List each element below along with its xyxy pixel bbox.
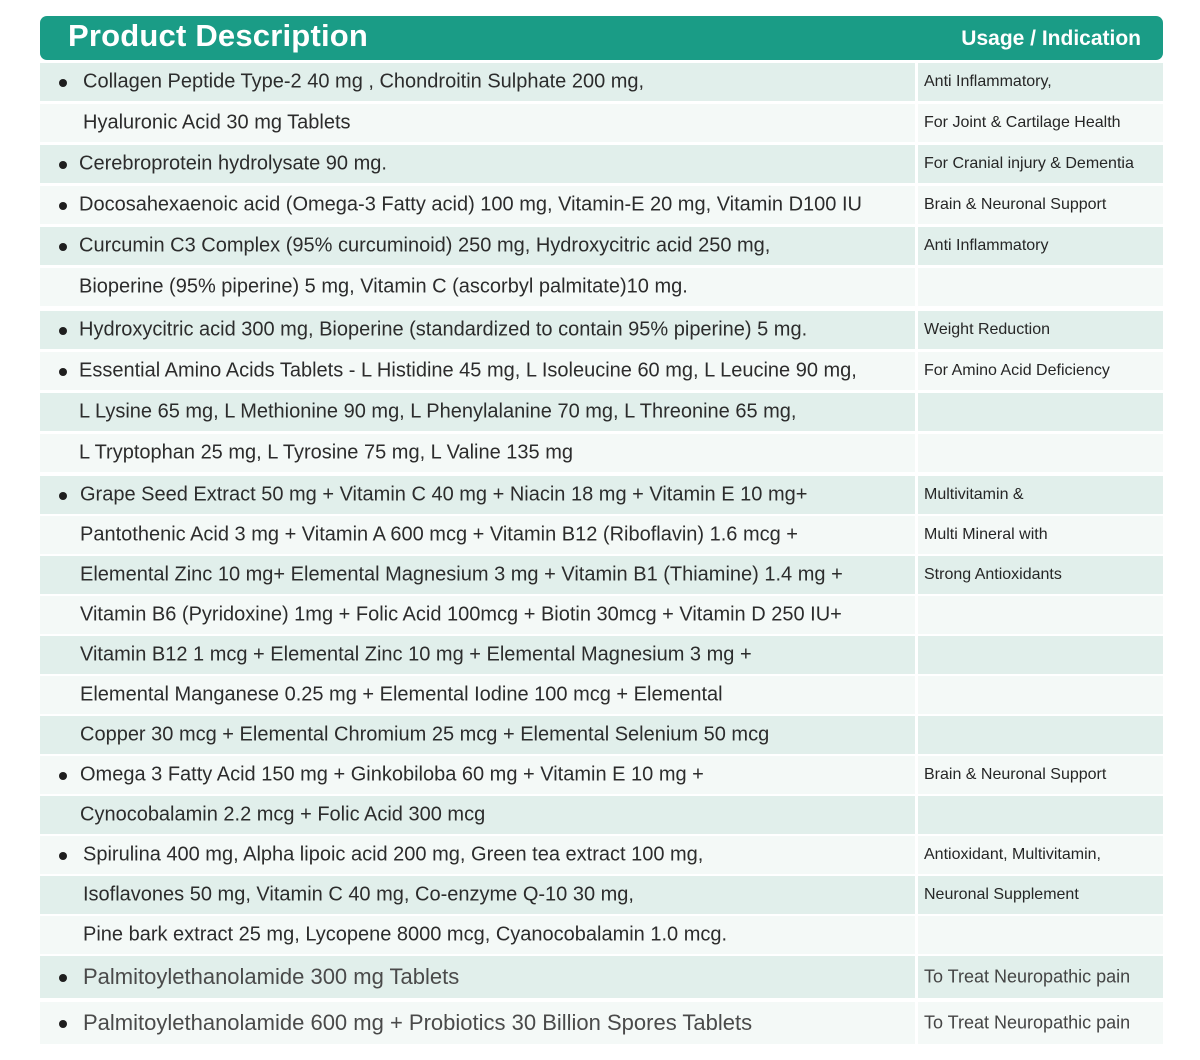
usage-indication: Multi Mineral with: [924, 526, 1048, 543]
product-table: [40, 16, 1163, 1035]
description-cell: [40, 556, 915, 594]
table-row: [40, 516, 1163, 554]
description-cell: [40, 716, 915, 754]
description-cell: [40, 796, 915, 834]
description-cell: [40, 756, 915, 794]
usage-cell: [918, 636, 1163, 674]
usage-cell: [918, 63, 1163, 101]
usage-cell: [918, 476, 1163, 514]
product-description: L Tryptophan 25 mg, L Tyrosine 75 mg, L Valine 135 mg: [79, 441, 573, 464]
product-description: Cerebroprotein hydrolysate 90 mg.: [79, 152, 387, 175]
bullet-icon: [59, 772, 67, 780]
product-description: L Lysine 65 mg, L Methionine 90 mg, L Phenylalanine 70 mg, L Threonine 65 mg,: [79, 400, 797, 423]
product-description: Vitamin B12 1 mcg + Elemental Zinc 10 mg + Elemental Magnesium 3 mg +: [80, 643, 752, 666]
product-description: Collagen Peptide Type-2 40 mg , Chondroitin Sulphate 200 mg,: [83, 70, 645, 93]
product-description: Vitamin B6 (Pyridoxine) 1mg + Folic Acid 100mcg + Biotin 30mcg + Vitamin D 250 IU+: [80, 603, 842, 626]
table-row: [40, 476, 1163, 514]
table-row: [40, 876, 1163, 914]
description-cell: [40, 596, 915, 634]
usage-indication: For Joint & Cartilage Health: [924, 114, 1121, 131]
product-description: Pantothenic Acid 3 mg + Vitamin A 600 mcg + Vitamin B12 (Riboflavin) 1.6 mcg +: [80, 523, 798, 546]
table-row: [40, 145, 1163, 183]
usage-cell: [918, 596, 1163, 634]
table-row: [40, 796, 1163, 834]
bullet-icon: [59, 161, 67, 169]
usage-cell: [918, 393, 1163, 431]
description-cell: [40, 186, 915, 224]
bullet-icon: [59, 492, 67, 500]
description-cell: [40, 393, 915, 431]
usage-cell: [918, 434, 1163, 472]
product-description: Elemental Zinc 10 mg+ Elemental Magnesium 3 mg + Vitamin B1 (Thiamine) 1.4 mg +: [80, 563, 843, 586]
description-cell: [40, 836, 915, 874]
bullet-icon: [59, 79, 67, 87]
usage-cell: [918, 956, 1163, 998]
table-row: [40, 227, 1163, 265]
product-description: Copper 30 mcg + Elemental Chromium 25 mcg + Elemental Selenium 50 mcg: [80, 723, 770, 746]
table-row: [40, 1002, 1163, 1044]
table-row: [40, 916, 1163, 954]
usage-indication: Neuronal Supplement: [924, 886, 1079, 903]
product-description: Grape Seed Extract 50 mg + Vitamin C 40 mg + Niacin 18 mg + Vitamin E 10 mg+: [80, 483, 808, 506]
bullet-icon: [59, 974, 67, 982]
description-cell: [40, 104, 915, 142]
table-row: [40, 268, 1163, 306]
description-cell: [40, 311, 915, 349]
usage-indication: Strong Antioxidants: [924, 566, 1062, 583]
table-row: [40, 104, 1163, 142]
bullet-icon: [59, 202, 67, 210]
description-cell: [40, 145, 915, 183]
table-row: [40, 716, 1163, 754]
usage-indication: Anti Inflammatory,: [924, 73, 1052, 90]
description-cell: [40, 352, 915, 390]
usage-cell: [918, 836, 1163, 874]
description-cell: [40, 63, 915, 101]
usage-indication: Anti Inflammatory: [924, 237, 1049, 254]
table-row: [40, 836, 1163, 874]
usage-indication: Weight Reduction: [924, 321, 1050, 338]
table-row: [40, 756, 1163, 794]
product-description: Palmitoylethanolamide 600 mg + Probiotics 30 Billion Spores Tablets: [83, 1010, 753, 1035]
usage-cell: [918, 311, 1163, 349]
table-row: [40, 596, 1163, 634]
product-description: Pine bark extract 25 mg, Lycopene 8000 mcg, Cyanocobalamin 1.0 mcg.: [83, 923, 728, 946]
description-cell: [40, 956, 915, 998]
usage-cell: [918, 876, 1163, 914]
product-description: Elemental Manganese 0.25 mg + Elemental Iodine 100 mcg + Elemental: [80, 683, 723, 706]
usage-indication: To Treat Neuropathic pain: [924, 966, 1131, 987]
product-description: Spirulina 400 mg, Alpha lipoic acid 200 mg, Green tea extract 100 mg,: [83, 843, 704, 866]
bullet-icon: [59, 243, 67, 251]
description-cell: [40, 876, 915, 914]
usage-cell: [918, 796, 1163, 834]
table-row: [40, 352, 1163, 390]
usage-cell: [918, 352, 1163, 390]
usage-cell: [918, 516, 1163, 554]
usage-cell: [918, 1002, 1163, 1044]
product-description: Cynocobalamin 2.2 mcg + Folic Acid 300 mcg: [80, 803, 486, 826]
description-cell: [40, 434, 915, 472]
usage-indication: Antioxidant, Multivitamin,: [924, 846, 1101, 863]
usage-cell: [918, 916, 1163, 954]
description-cell: [40, 1002, 915, 1044]
table-title: Product Description: [68, 18, 369, 53]
product-description: Palmitoylethanolamide 300 mg Tablets: [83, 964, 460, 989]
table-row: [40, 186, 1163, 224]
product-description: Bioperine (95% piperine) 5 mg, Vitamin C (ascorbyl palmitate)10 mg.: [79, 275, 688, 298]
usage-indication: Brain & Neuronal Support: [924, 766, 1107, 783]
table-row: [40, 556, 1163, 594]
usage-indication: To Treat Neuropathic pain: [924, 1012, 1131, 1033]
usage-cell: [918, 104, 1163, 142]
product-description: Docosahexaenoic acid (Omega-3 Fatty acid) 100 mg, Vitamin-E 20 mg, Vitamin D100 IU: [79, 193, 862, 216]
table-row: [40, 636, 1163, 674]
product-description: Omega 3 Fatty Acid 150 mg + Ginkobiloba 60 mg + Vitamin E 10 mg +: [80, 763, 704, 786]
usage-indication: For Amino Acid Deficiency: [924, 362, 1110, 379]
table-row: [40, 393, 1163, 431]
usage-cell: [918, 716, 1163, 754]
table-row: [40, 956, 1163, 998]
usage-cell: [918, 227, 1163, 265]
product-description: Hyaluronic Acid 30 mg Tablets: [83, 111, 351, 134]
usage-cell: [918, 676, 1163, 714]
product-description: Curcumin C3 Complex (95% curcuminoid) 250 mg, Hydroxycitric acid 250 mg,: [79, 234, 771, 257]
description-cell: [40, 227, 915, 265]
usage-indication: For Cranial injury & Dementia: [924, 155, 1134, 172]
table-row: [40, 311, 1163, 349]
usage-cell: [918, 186, 1163, 224]
usage-cell: [918, 556, 1163, 594]
bullet-icon: [59, 368, 67, 376]
description-cell: [40, 916, 915, 954]
table-row: [40, 676, 1163, 714]
usage-indication: Multivitamin &: [924, 486, 1024, 503]
description-cell: [40, 476, 915, 514]
bullet-icon: [59, 852, 67, 860]
usage-cell: [918, 756, 1163, 794]
table-row: [40, 63, 1163, 101]
usage-indication: Brain & Neuronal Support: [924, 196, 1107, 213]
product-description: Hydroxycitric acid 300 mg, Bioperine (standardized to contain 95% piperine) 5 mg.: [79, 318, 808, 341]
description-cell: [40, 676, 915, 714]
usage-cell: [918, 268, 1163, 306]
product-description: Isoflavones 50 mg, Vitamin C 40 mg, Co-enzyme Q-10 30 mg,: [83, 883, 634, 906]
usage-cell: [918, 145, 1163, 183]
table-header: [40, 16, 1163, 60]
bullet-icon: [59, 1020, 67, 1028]
description-cell: [40, 268, 915, 306]
product-description: Essential Amino Acids Tablets - L Histidine 45 mg, L Isoleucine 60 mg, L Leucine 90 mg,: [79, 359, 857, 382]
description-cell: [40, 516, 915, 554]
bullet-icon: [59, 327, 67, 335]
description-cell: [40, 636, 915, 674]
usage-column-heading: Usage / Indication: [961, 27, 1141, 50]
table-row: [40, 434, 1163, 472]
